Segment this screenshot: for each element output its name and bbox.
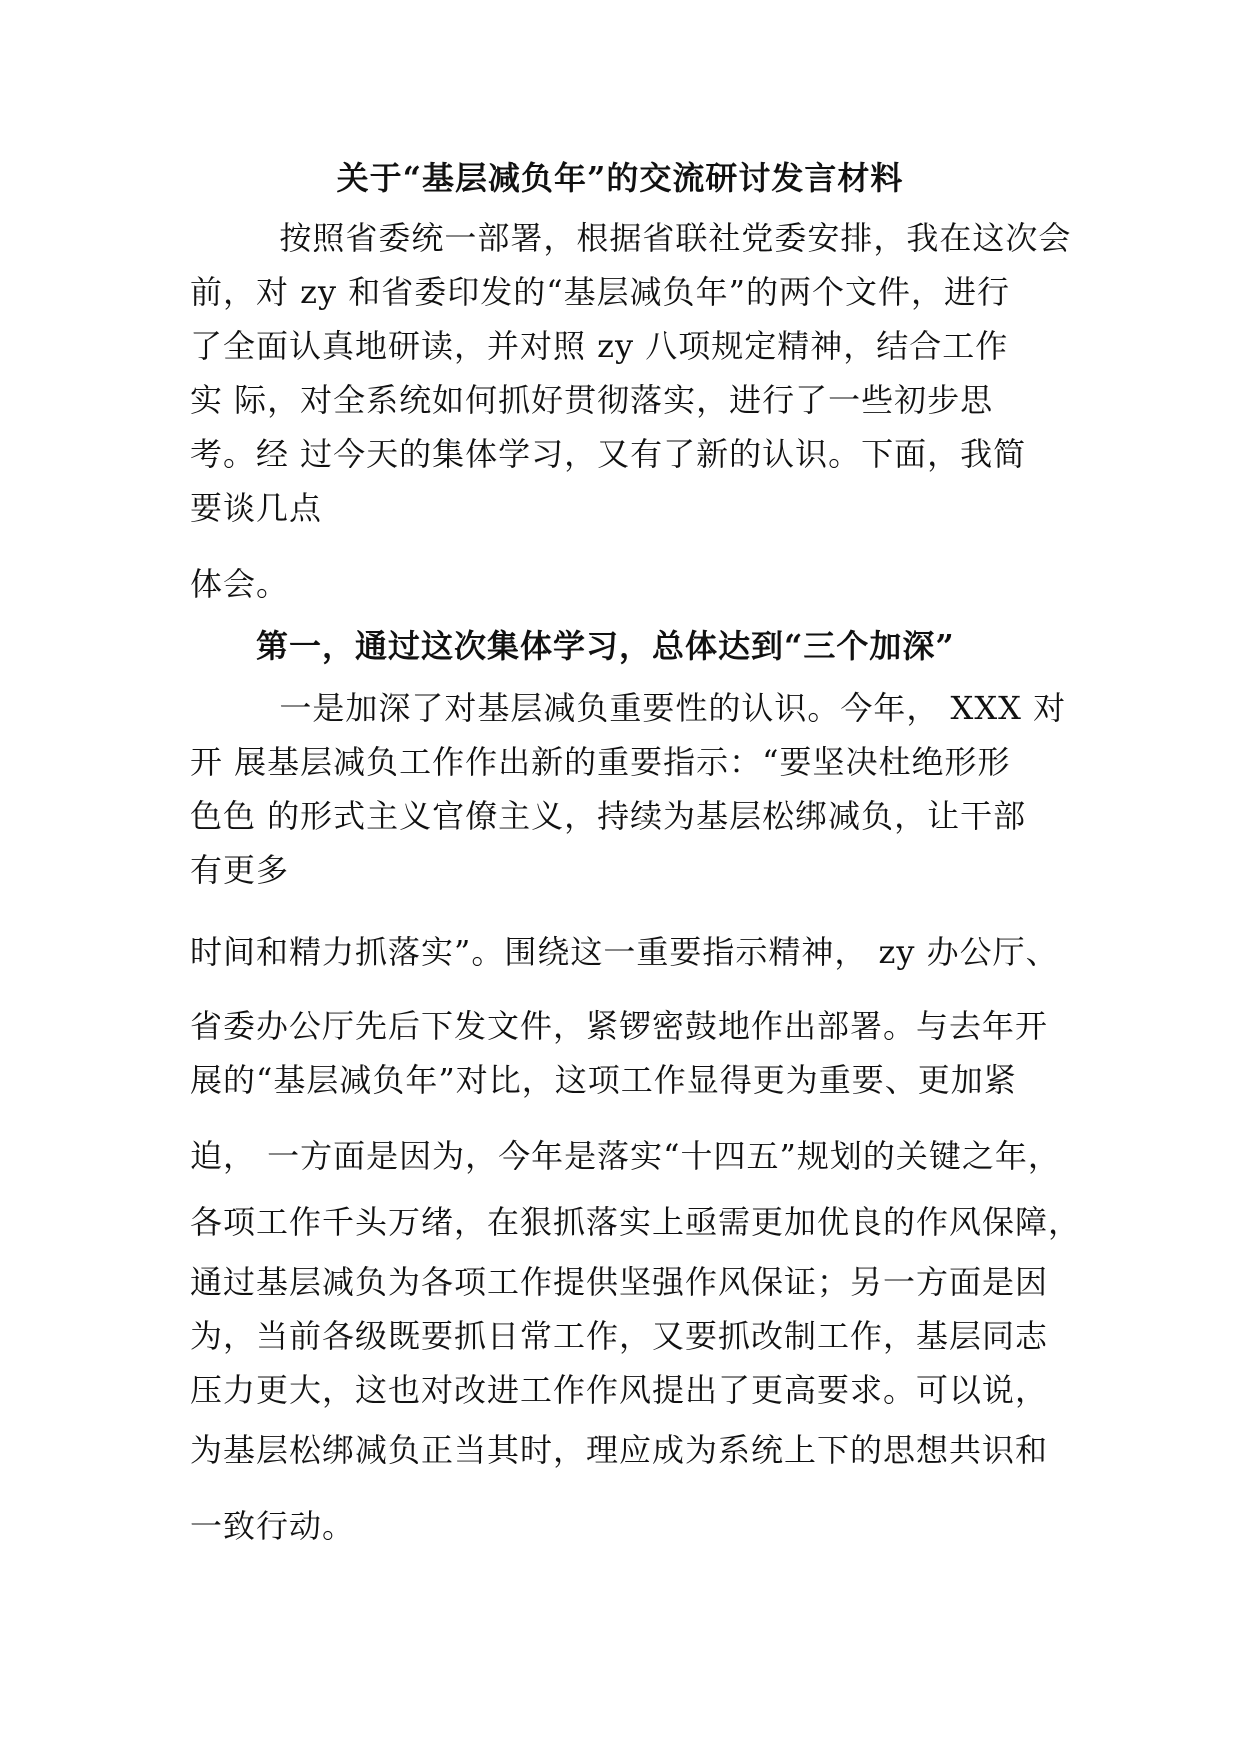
body-line: 一致行动。 — [190, 1507, 356, 1545]
intro-line: 了全面认真地研读，并对照 zy 八项规定精神，结合工作 — [190, 327, 1009, 365]
body-line: 省委办公厅先后下发文件，紧锣密鼓地作出部署。与去年开 — [190, 1007, 1049, 1045]
body-line: 迫， 一方面是因为，今年是落实“十四五”规划的关键之年， — [190, 1137, 1061, 1175]
intro-line: 实 际，对全系统如何抓好贯彻落实，进行了一些初步思 — [190, 381, 994, 419]
body-line: 各项工作千头万绪，在狠抓落实上亟需更加优良的作风保障， — [190, 1203, 1082, 1241]
body-line: 开 展基层减负工作作出新的重要指示：“要坚决杜绝形形 — [190, 743, 1011, 781]
intro-line: 按照省委统一部署，根据省联社党委安排，我在这次会 — [190, 219, 1072, 257]
body-line: 通过基层减负为各项工作提供坚强作风保证；另一方面是因 — [190, 1263, 1049, 1301]
intro-line: 体会。 — [190, 565, 290, 603]
section-heading: 第一，通过这次集体学习，总体达到“三个加深” — [256, 627, 955, 665]
body-line: 展的“基层减负年”对比，这项工作显得更为重要、更加紧 — [190, 1061, 1017, 1099]
intro-line: 要谈几点 — [190, 489, 323, 527]
intro-line: 前，对 zy 和省委印发的“基层减负年”的两个文件，进行 — [190, 273, 1011, 311]
body-line: 为，当前各级既要抓日常工作，又要抓改制工作，基层同志 — [190, 1317, 1049, 1355]
body-line: 有更多 — [190, 851, 290, 889]
body-line: 一是加深了对基层减负重要性的认识。今年， XXX 对 — [190, 689, 1067, 727]
body-line: 色色 的形式主义官僚主义，持续为基层松绑减负，让干部 — [190, 797, 1027, 835]
document-title: 关于“基层减负年”的交流研讨发言材料 — [336, 159, 904, 197]
body-line: 为基层松绑减负正当其时，理应成为系统上下的思想共识和 — [190, 1431, 1049, 1469]
body-line: 压力更大，这也对改进工作作风提出了更高要求。可以说， — [190, 1371, 1049, 1409]
intro-line: 考。经 过今天的集体学习，又有了新的认识。下面，我简 — [190, 435, 1027, 473]
body-line: 时间和精力抓落实”。围绕这一重要指示精神， zy 办公厅、 — [190, 933, 1059, 971]
